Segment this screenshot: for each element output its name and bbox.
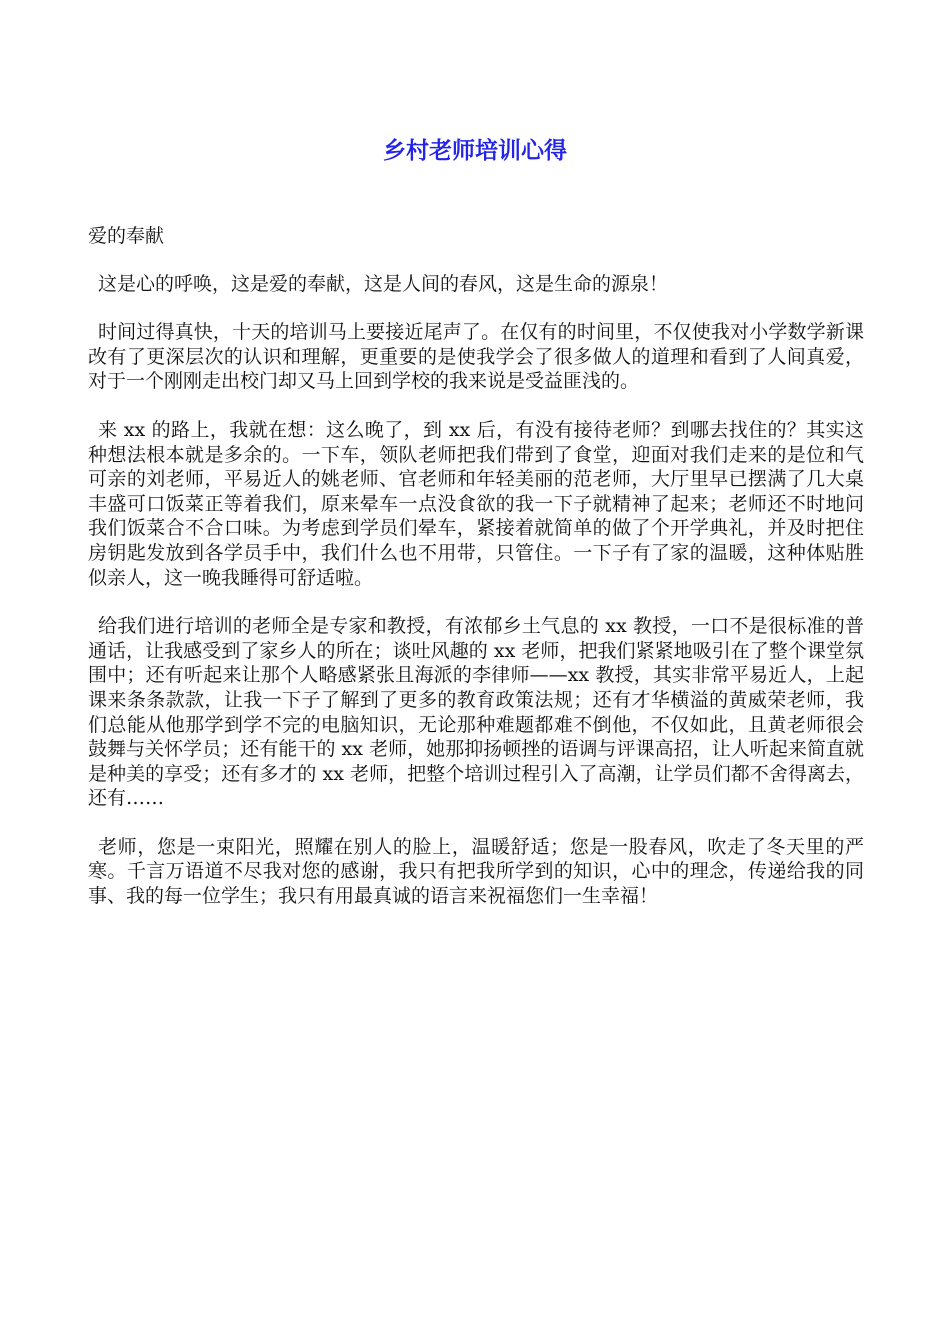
paragraph-1: 这是心的呼唤，这是爱的奉献，这是人间的春风，这是生命的源泉！ bbox=[98, 272, 669, 295]
document-title: 乡村老师培训心得 bbox=[383, 138, 567, 164]
section-heading: 爱的奉献 bbox=[88, 225, 165, 247]
paragraph-3: 来 xx 的路上，我就在想：这么晚了，到 xx 后，有没有接待老师？到哪去找住的？其实这种想法根本就是多余的。一下车，领队老师把我们带到了食堂，迎面对我们走来的是位和气可亲的刘老师，平易近人的姚老师、官老师和年轻美丽的范老师，大厅里早已摆满了几大桌丰盛可口饭菜正等着我们，原来晕车一点没食欲的我一下子就精神了起来；老师还不时地问我们饭菜合不合口味。为考虑到学员们晕车，紧接着就简单的做了个开学典礼，并及时把住房钥匙发放到各学员手中，我们什么也不用带，只管住。一下子有了家的温暖，这种体贴胜似亲人，这一晚我睡得可舒适啦。 bbox=[88, 418, 864, 589]
paragraph-2: 时间过得真快，十天的培训马上要接近尾声了。在仅有的时间里，不仅使我对小学数学新课改有了更深层次的认识和理解，更重要的是使我学会了很多做人的道理和看到了人间真爱，对于一个刚刚走出校门却又马上回到学校的我来说是受益匪浅的。 bbox=[88, 321, 864, 393]
document-body bbox=[88, 224, 864, 933]
paragraph-4: 给我们进行培训的老师全是专家和教授，有浓郁乡土气息的 xx 教授，一口不是很标准的普通话，让我感受到了家乡人的所在；谈吐风趣的 xx 老师，把我们紧紧地吸引在了整个课堂氛围中；还有听起来让那个人略感紧张且海派的李律师——xx 教授，其实非常平易近人，上起课来条条款款，让我一下子了解到了更多的教育政策法规；还有才华横溢的黄威荣老师，我们总能从他那学到学不完的电脑知识，无论那种难题都难不倒他，不仅如此，且黄老师很会鼓舞与关怀学员；还有能干的 xx 老师，她那抑扬顿挫的语调与评课高招，让人听起来简直就是种美的享受；还有多才的 xx 老师，把整个培训过程引入了高潮，让学员们都不舍得离去，还有…… bbox=[88, 615, 864, 810]
paragraph-5: 老师，您是一束阳光，照耀在别人的脸上，温暖舒适；您是一股春风，吹走了冬天里的严寒。千言万语道不尽我对您的感谢，我只有把我所学到的知识，心中的理念，传递给我的同事、我的每一位学生；我只有用最真诚的语言来祝福您们一生幸福！ bbox=[88, 835, 864, 908]
